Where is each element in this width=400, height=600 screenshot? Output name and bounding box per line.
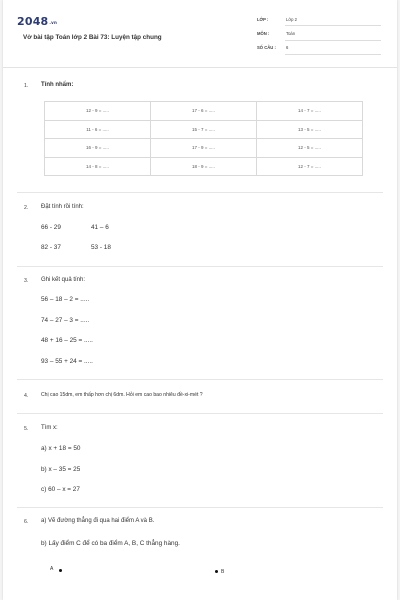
exercise-item: 93 – 55 + 24 = ..... <box>41 358 93 365</box>
question-text: Chị cao 15dm, em thấp hơn chị 6dm. Hỏi em cao bao nhiêu đề-xi-mét ? <box>41 392 203 398</box>
site-logo[interactable] <box>17 15 57 28</box>
table-cell: 16 - 9 = ..... <box>45 139 151 158</box>
page-title: Vở bài tập Toán lớp 2 Bài 73: Luyện tập chung <box>23 34 162 41</box>
exercise-table <box>44 101 363 176</box>
table-cell: 18 - 9 = ..... <box>151 157 257 176</box>
table-cell: 11 - 6 = ..... <box>45 120 151 139</box>
meta-value: 6 <box>286 45 289 50</box>
exercise-item: b) Lấy điểm C để có ba điểm A, B, C thẳng hàng. <box>41 540 180 547</box>
question-number: 4. <box>24 393 29 399</box>
exercise-item: 66 - 29 <box>41 224 61 231</box>
table-cell: 14 - 7 = ..... <box>257 102 363 121</box>
exercise-item: 56 – 18 – 2 = ..... <box>41 296 90 303</box>
logo-text: 2048 <box>17 15 49 28</box>
question-text: Tính nhẩm: <box>41 82 74 88</box>
divider <box>285 54 381 55</box>
exercise-item: b) x – 35 = 25 <box>41 466 81 473</box>
meta-value: Toán <box>286 31 296 36</box>
question-number: 1. <box>24 83 29 89</box>
question-text: Ghi kết quả tính: <box>41 277 86 283</box>
table-cell: 12 - 9 = ..... <box>45 102 151 121</box>
meta-key: MÔN : <box>257 31 270 36</box>
divider <box>17 413 383 414</box>
point-b-dot <box>215 570 218 573</box>
exercise-item: c) 60 – x = 27 <box>41 486 80 493</box>
meta-subject <box>257 31 295 36</box>
divider <box>17 379 383 380</box>
exercise-item: 74 – 27 – 3 = ..... <box>41 317 90 324</box>
question-number: 5. <box>24 426 29 432</box>
exercise-item: 41 – 6 <box>91 224 109 231</box>
table-cell: 12 - 5 = ..... <box>257 139 363 158</box>
meta-class <box>257 17 297 22</box>
table-cell: 14 - 8 = ..... <box>45 157 151 176</box>
exercise-item: 82 - 37 <box>41 244 61 251</box>
divider <box>17 192 383 193</box>
logo-suffix: .vn <box>49 19 57 25</box>
divider <box>285 40 381 41</box>
meta-key: LỚP : <box>257 17 269 22</box>
table-row <box>45 157 363 176</box>
point-a-dot <box>59 569 62 572</box>
question-number: 6. <box>24 519 29 525</box>
table-row <box>45 120 363 139</box>
question-text: Đặt tính rồi tính: <box>41 204 84 210</box>
table-cell: 12 - 7 = ..... <box>257 157 363 176</box>
point-label-b: B <box>221 569 225 575</box>
exercise-item: 48 + 16 – 25 = ..... <box>41 337 93 344</box>
divider <box>17 266 383 267</box>
page-header <box>3 0 397 68</box>
table-cell: 17 - 9 = ..... <box>151 139 257 158</box>
question-number: 2. <box>24 205 29 211</box>
divider <box>285 25 381 26</box>
meta-key: SỐ CÂU : <box>257 45 276 50</box>
table-row <box>45 139 363 158</box>
question-text: Tìm x: <box>41 425 58 431</box>
table-cell: 13 - 5 = ..... <box>257 120 363 139</box>
table-cell: 17 - 6 = ..... <box>151 102 257 121</box>
worksheet-page <box>3 0 397 600</box>
meta-count <box>257 45 288 50</box>
point-label-a: A <box>50 566 54 572</box>
table-cell: 15 - 7 = ..... <box>151 120 257 139</box>
exercise-item: a) x + 18 = 50 <box>41 445 81 452</box>
meta-value: Lớp 2 <box>286 17 297 22</box>
table-row <box>45 102 363 121</box>
question-text: a) Vẽ đường thẳng đi qua hai điểm A và B. <box>41 518 155 524</box>
exercise-item: 53 - 18 <box>91 244 111 251</box>
divider <box>17 507 383 508</box>
question-number: 3. <box>24 278 29 284</box>
